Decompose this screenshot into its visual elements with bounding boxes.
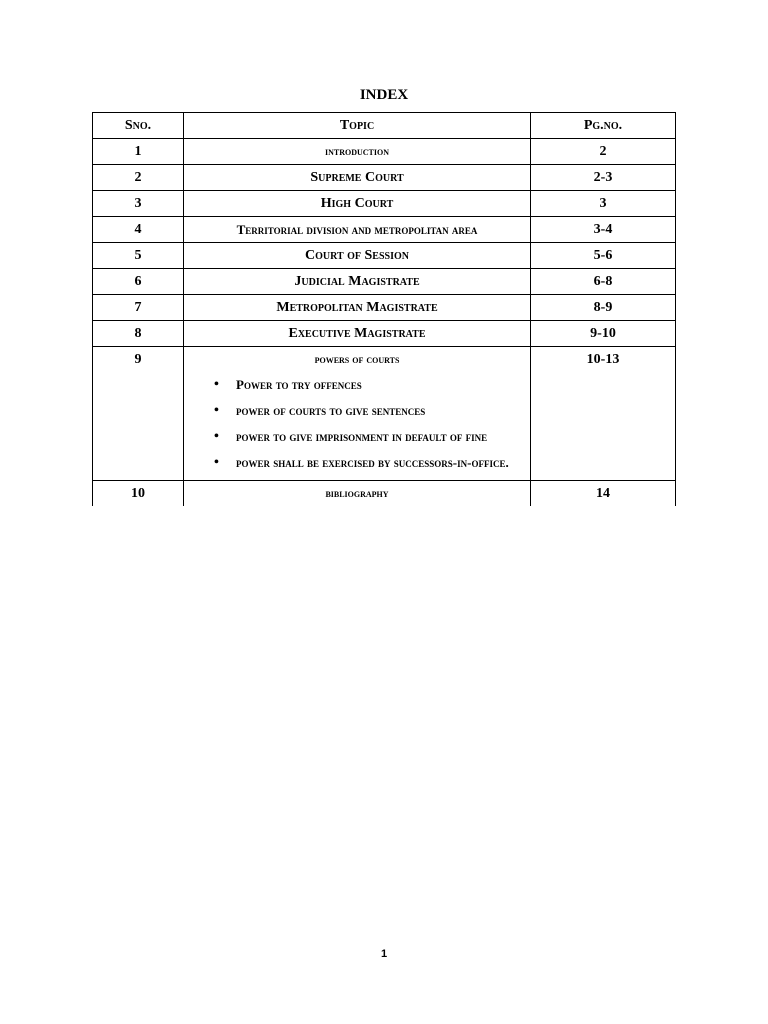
row-pg: 2 <box>531 139 676 165</box>
row-pg: 8-9 <box>531 295 676 321</box>
row-topic: Supreme Court <box>184 165 531 191</box>
row-sno: 1 <box>93 139 184 165</box>
table-row <box>93 243 676 269</box>
row-sno: 5 <box>93 243 184 269</box>
header-sno: Sno. <box>93 113 184 139</box>
row-pg: 5-6 <box>531 243 676 269</box>
table-row <box>93 269 676 295</box>
row-topic-cell <box>184 347 531 481</box>
subtopic-item: • power shall be exercised by successors-in-office. <box>236 450 530 476</box>
table-header-row <box>93 113 676 139</box>
row-pg: 6-8 <box>531 269 676 295</box>
row-topic: High Court <box>184 191 531 217</box>
table-row <box>93 321 676 347</box>
table-row <box>93 295 676 321</box>
row-sno: 4 <box>93 217 184 243</box>
row-topic: Executive Magistrate <box>184 321 531 347</box>
row-sno: 2 <box>93 165 184 191</box>
row-sno: 7 <box>93 295 184 321</box>
row-topic: Judicial Magistrate <box>184 269 531 295</box>
row-pg: 14 <box>531 481 676 507</box>
index-table <box>92 112 676 506</box>
row-topic: powers of courts <box>314 352 400 366</box>
subtopic-item: • power of courts to give sentences <box>236 398 530 424</box>
row-topic: Territorial division and metropolitan area <box>184 217 531 243</box>
header-topic: Topic <box>184 113 531 139</box>
row-topic: Court of Session <box>184 243 531 269</box>
table-row <box>93 217 676 243</box>
row-pg: 3 <box>531 191 676 217</box>
page-number: 1 <box>380 948 388 960</box>
subtopic-item: • Power to try offences <box>236 372 530 398</box>
row-sno: 8 <box>93 321 184 347</box>
row-pg: 9-10 <box>531 321 676 347</box>
row-pg: 10-13 <box>531 347 676 481</box>
index-title: INDEX <box>359 87 409 103</box>
row-sno: 10 <box>93 481 184 507</box>
table-row <box>93 347 676 481</box>
subtopic-item: • power to give imprisonment in default of fine <box>236 424 530 450</box>
row-sno: 3 <box>93 191 184 217</box>
row-topic: Metropolitan Magistrate <box>184 295 531 321</box>
table-row <box>93 481 676 507</box>
table-row <box>93 139 676 165</box>
subtopic-list <box>184 372 530 476</box>
table-row <box>93 165 676 191</box>
table-row <box>93 191 676 217</box>
header-pg: Pg.no. <box>531 113 676 139</box>
row-sno: 6 <box>93 269 184 295</box>
row-pg: 3-4 <box>531 217 676 243</box>
row-sno: 9 <box>93 347 184 481</box>
row-topic: bibliography <box>184 481 531 507</box>
row-topic: introduction <box>184 139 531 165</box>
row-pg: 2-3 <box>531 165 676 191</box>
